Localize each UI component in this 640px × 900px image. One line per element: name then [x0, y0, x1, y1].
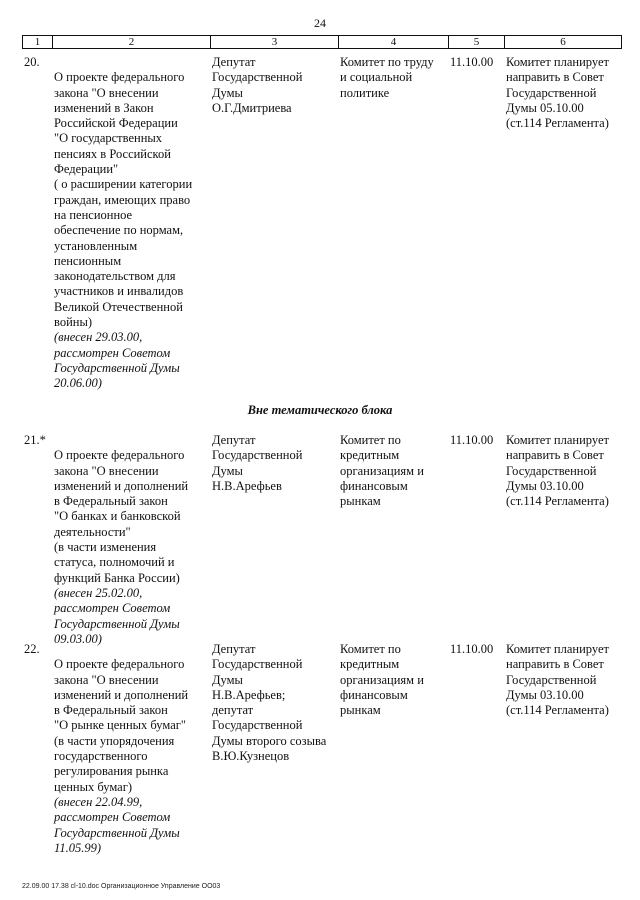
- entry-title-cell: [54, 55, 214, 407]
- column-header-4: 4: [339, 36, 449, 48]
- entry-date: 11.10.00: [450, 433, 494, 447]
- column-header-row: [22, 35, 622, 49]
- entry-number: 20.: [24, 55, 40, 69]
- section-heading: Вне тематического блока: [247, 403, 393, 417]
- entry-number: 22.: [24, 642, 40, 656]
- entry-title: О проекте федерального закона "О внесении изменений в Закон Российской Федерации "О государственных пенсиях в Российской Федерации" ( о расширении категории граждан, имеющих право на пенсионное обеспечение по нормам, установленным пенсионным законодательством для участников и инвалидов Великой Отечественной войны): [54, 70, 193, 330]
- entry-author: Депутат Государственной Думы О.Г.Дмитриева: [212, 55, 303, 115]
- entry-title: О проекте федерального закона "О внесении изменений и дополнений в Федеральный закон "О рынке ценных бумаг" (в части упорядочения государственного регулирования рынка ценных бумаг): [54, 657, 189, 794]
- entry-author: Депутат Государственной Думы Н.В.Арефьев: [212, 433, 303, 493]
- entry-committee: Комитет по труду и социальной политике: [340, 55, 434, 100]
- document-footer: 22.09.00 17.38 cl-10.doc Организационное Управление ОО03: [22, 883, 221, 890]
- entry-note: (внесен 29.03.00, рассмотрен Советом Государственной Думы 20.06.00): [54, 330, 180, 391]
- entry-title-cell: [54, 642, 214, 871]
- entry-number: 21.*: [24, 433, 46, 447]
- entry-date: 11.10.00: [450, 642, 494, 656]
- entry-committee: Комитет по кредитным организациям и финансовым рынкам: [340, 642, 424, 718]
- entry-plan: Комитет планирует направить в Совет Государственной Думы 03.10.00 (ст.114 Регламента): [506, 433, 609, 509]
- entry-note: (внесен 25.02.00, рассмотрен Советом Государственной Думы 09.03.00): [54, 585, 180, 646]
- entry-committee: Комитет по кредитным организациям и финансовым рынкам: [340, 433, 424, 509]
- column-header-3: 3: [211, 36, 339, 48]
- entry-plan: Комитет планирует направить в Совет Государственной Думы 03.10.00 (ст.114 Регламента): [506, 642, 609, 718]
- entry-note: (внесен 22.04.99, рассмотрен Советом Государственной Думы 11.05.99): [54, 794, 180, 855]
- entry-plan: Комитет планирует направить в Совет Государственной Думы 05.10.00 (ст.114 Регламента): [506, 55, 609, 131]
- column-header-5: 5: [449, 36, 505, 48]
- column-header-6: 6: [560, 36, 566, 48]
- column-header-2: 2: [53, 36, 211, 48]
- entry-author: Депутат Государственной Думы Н.В.Арефьев; депутат Государственной Думы второго созыва В.Ю.Кузнецов: [212, 642, 327, 764]
- entry-title: О проекте федерального закона "О внесении изменений и дополнений в Федеральный закон "О банках и банковской деятельности" (в части изменения статуса, полномочий и функций Банка России): [54, 448, 189, 585]
- entry-title-cell: [54, 433, 214, 662]
- page-number: 24: [314, 16, 326, 30]
- entry-date: 11.10.00: [450, 55, 494, 69]
- column-header-1: 1: [23, 36, 53, 48]
